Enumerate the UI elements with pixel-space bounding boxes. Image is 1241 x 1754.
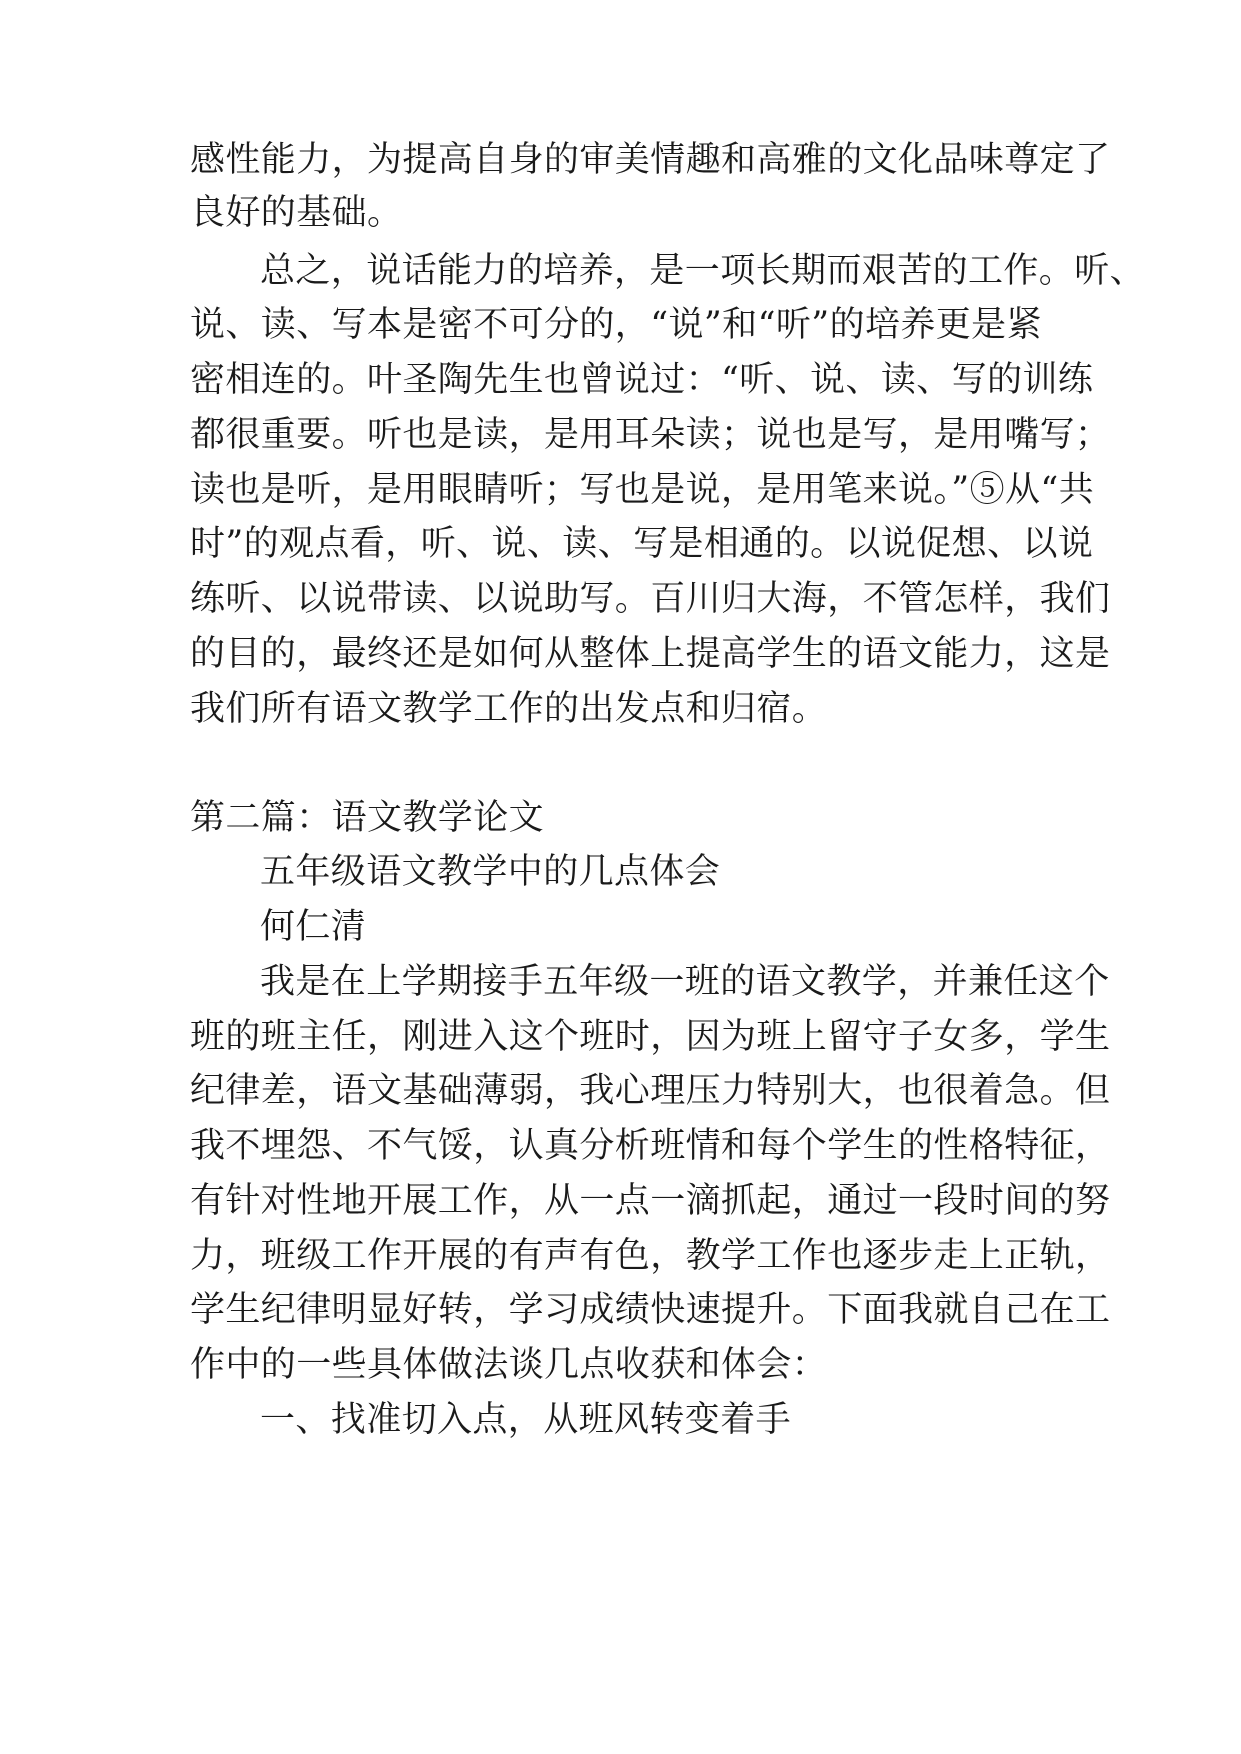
text-line: 班的班主任，刚进入这个班时，因为班上留守子女多，学生 xyxy=(190,1017,1111,1057)
text-line: 时”的观点看，听、说、读、写是相通的。以说促想、以说 xyxy=(190,524,1094,564)
article-author: 何仁清 xyxy=(260,907,367,947)
text-line: 作中的一些具体做法谈几点收获和体会： xyxy=(190,1345,828,1385)
text-line: 我不埋怨、不气馁，认真分析班情和每个学生的性格特征， xyxy=(190,1126,1111,1166)
text-line: 纪律差，语文基础薄弱，我心理压力特别大，也很着急。但 xyxy=(190,1071,1111,1111)
text-line: 的目的，最终还是如何从整体上提高学生的语文能力，这是 xyxy=(190,634,1111,674)
article-title: 五年级语文教学中的几点体会 xyxy=(260,852,721,892)
text-line: 良好的基础。 xyxy=(190,193,403,233)
text-line: 力，班级工作开展的有声有色，教学工作也逐步走上正轨， xyxy=(190,1236,1111,1276)
text-line: 说、读、写本是密不可分的，“说”和“听”的培养更是紧 xyxy=(190,305,1042,345)
section-heading: 第二篇：语文教学论文 xyxy=(190,798,545,838)
text-line: 感性能力，为提高自身的审美情趣和高雅的文化品味尊定了 xyxy=(190,140,1111,180)
text-line: 我是在上学期接手五年级一班的语文教学，并兼任这个 xyxy=(260,962,1110,1002)
text-line: 都很重要。听也是读，是用耳朵读；说也是写，是用嘴写； xyxy=(190,415,1111,455)
text-line: 总之，说话能力的培养，是一项长期而艰苦的工作。听、 xyxy=(260,251,1146,291)
text-line: 学生纪律明显好转，学习成绩快速提升。下面我就自己在工 xyxy=(190,1290,1111,1330)
subsection-heading: 一、找准切入点，从班风转变着手 xyxy=(260,1400,792,1440)
text-line: 密相连的。叶圣陶先生也曾说过：“听、说、读、写的训练 xyxy=(190,360,1094,400)
text-line: 我们所有语文教学工作的出发点和归宿。 xyxy=(190,689,828,729)
text-line: 练听、以说带读、以说助写。百川归大海，不管怎样，我们 xyxy=(190,579,1111,619)
text-line: 有针对性地开展工作，从一点一滴抓起，通过一段时间的努 xyxy=(190,1181,1111,1221)
text-line: 读也是听，是用眼睛听；写也是说，是用笔来说。”⑤从“共 xyxy=(190,470,1095,510)
